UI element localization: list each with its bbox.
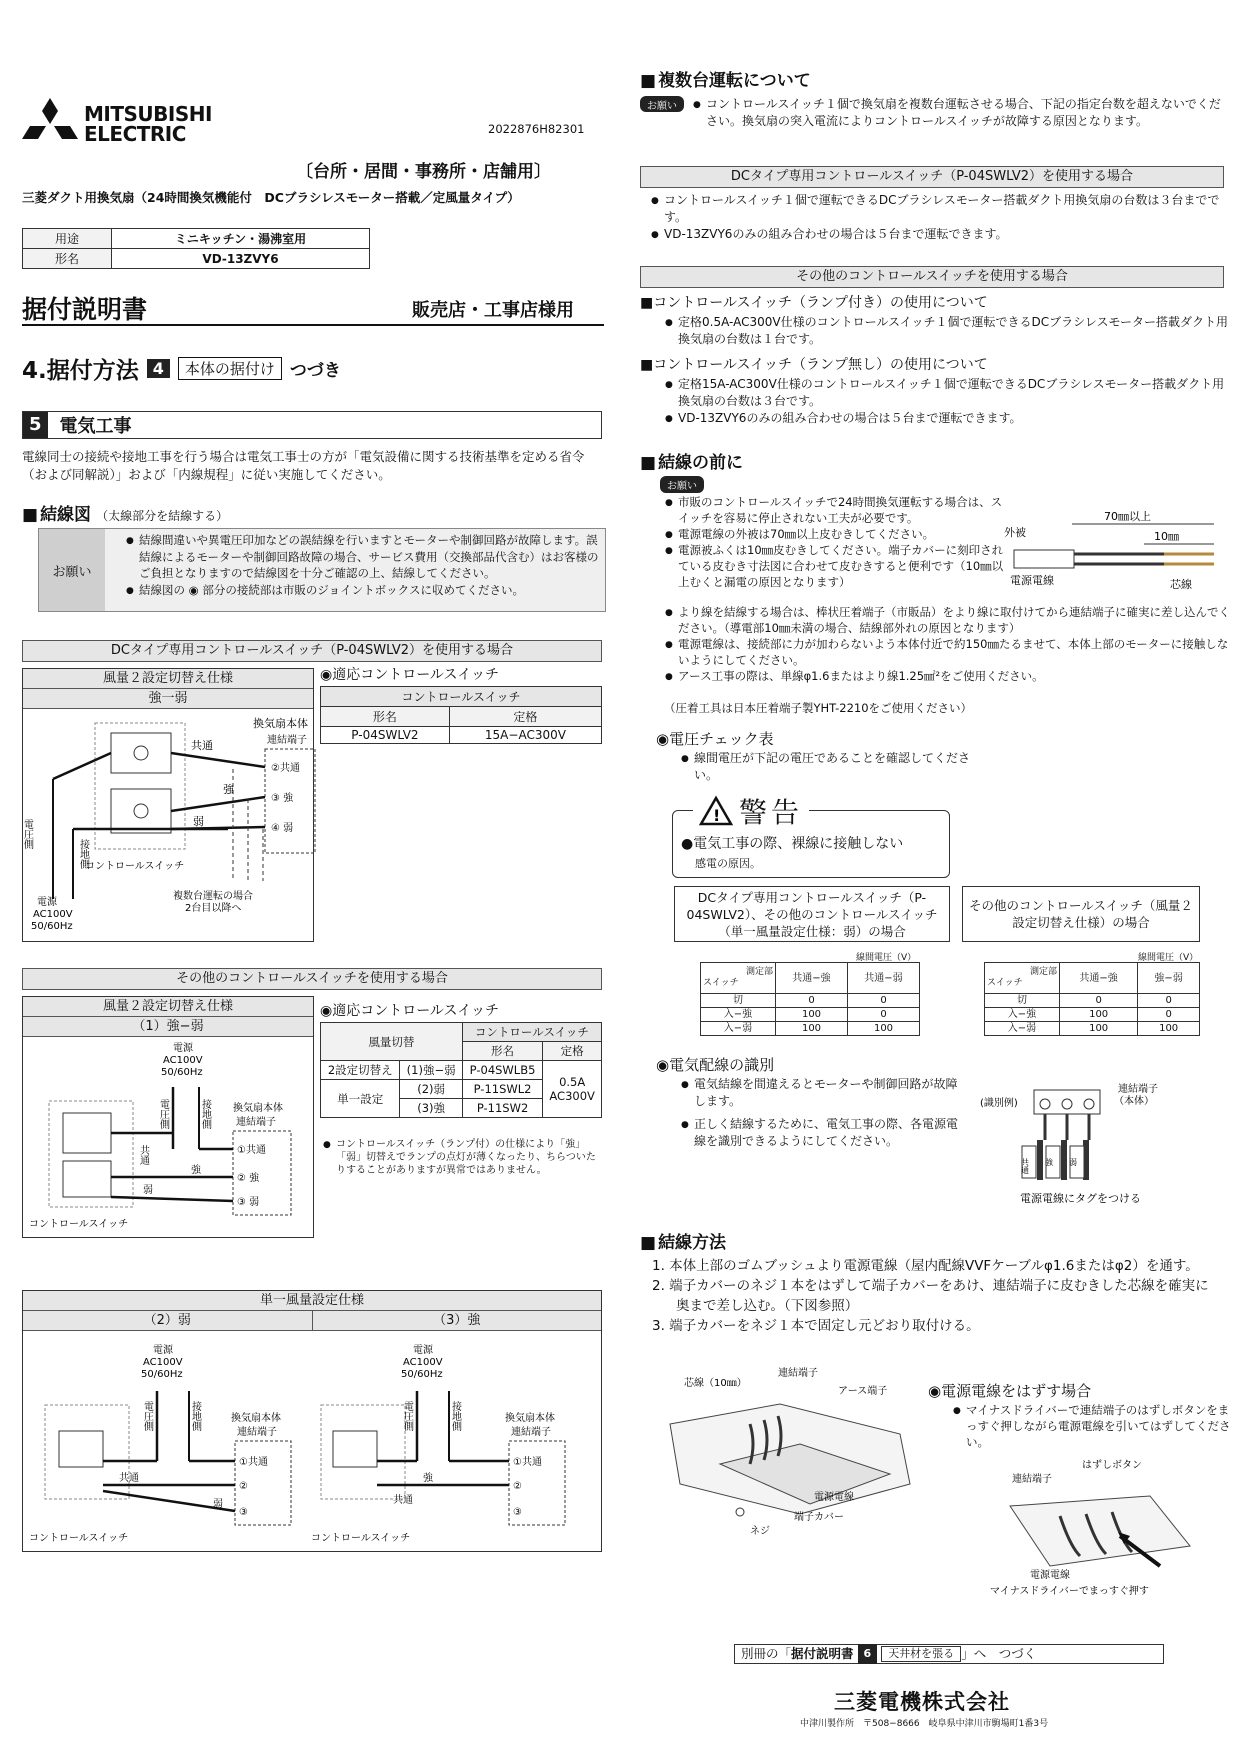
vt2-cell: 0: [1060, 994, 1138, 1008]
vt1-head-switch: スイッチ: [703, 978, 739, 988]
section5-num: 5: [23, 412, 48, 438]
vt1-cell: 100: [848, 1022, 920, 1036]
dc-switch-table: [320, 686, 602, 744]
single-w-fan-body: 換気扇本体: [231, 1413, 281, 1424]
spec-label-usage: 用途: [23, 229, 112, 249]
vt2-cell: 100: [1060, 1008, 1138, 1022]
single-s-power: 電源: [413, 1345, 433, 1356]
notice-item: ● 結線間違いや異電圧印加などの誤結線を行いますとモーターや制御回路が故障します。誤結線によるモーターや制御回路故障の場合、サービス費用（交換部品代含む）はお客様のご負担となりますので結線図を十分ご確認の上、結線してください。: [139, 532, 599, 582]
before-wiring-item: ● 市販のコントロールスイッチで24時間換気運転する場合は、スイッチを容易に停止されない工夫が必要です。: [678, 494, 1008, 526]
release-button-label: はずしボタン: [1082, 1460, 1142, 1471]
section4-step-num: 4: [147, 359, 170, 378]
dc-label-weak: 弱: [193, 815, 204, 828]
identify-body-label: （本体）: [1114, 1096, 1154, 1107]
warning-line2: 感電の原因。: [695, 857, 761, 870]
dc-spec-sub: 強一弱: [23, 689, 313, 709]
method-title: ■ 結線方法: [640, 1228, 726, 1253]
before-wiring-list-wide: [664, 604, 1236, 684]
single-bar: 単一風量設定仕様: [23, 1291, 601, 1311]
lamp-off-item: ● VD-13ZVY6のみの組み合わせの場合は５台まで運転できます。: [678, 410, 1234, 427]
single-frame: [22, 1290, 602, 1552]
remove-title: ◉電源電線をはずす場合: [928, 1382, 1092, 1400]
crimp-note: （圧着工具は日本圧着端子製YHT-2210をご使用ください）: [664, 701, 973, 715]
single-w-power: 電源: [153, 1345, 173, 1356]
brand-name: [84, 104, 212, 144]
continued-step: 天井材を張る: [881, 1646, 961, 1662]
other-rating-2: AC300V: [549, 1089, 595, 1103]
dc-label-t2: ②共通: [271, 763, 300, 774]
single-s-t2: ②: [513, 1481, 522, 1492]
multi-other-bar: その他のコントロールスイッチを使用する場合: [640, 266, 1224, 288]
other-label-strong: 強: [191, 1165, 201, 1176]
before-wiring-title: ■ 結線の前に: [640, 448, 743, 473]
vt2-cell: 0: [1138, 1008, 1200, 1022]
strip-70-label: 70㎜以上: [1104, 510, 1151, 523]
identify-example-label: (識別例): [980, 1098, 1018, 1109]
voltage-check-list: [680, 750, 974, 784]
section5-title: 電気工事: [59, 416, 132, 437]
other-row-rating: [543, 1061, 602, 1118]
multi-dc-list: [650, 192, 1234, 243]
vt2-row-label: 切: [985, 994, 1060, 1008]
multi-unit-badge: お願い: [640, 96, 684, 112]
dc-col-rating: 定格: [449, 707, 601, 727]
single-sub-strong: （3）強: [433, 1313, 481, 1328]
dc-label-common: 共通: [191, 739, 213, 752]
vt2-head-point: 測定部: [1029, 967, 1057, 977]
identify-tag-weak: 弱: [1068, 1158, 1078, 1166]
product-line: 三菱ダクト用換気扇（24時間換気機能付 DCブラシレスモーター搭載／定風量タイプ）: [22, 190, 520, 205]
other-section-bar: その他のコントロールスイッチを使用する場合: [22, 968, 602, 990]
other-row-mode: 2設定切替え: [321, 1061, 400, 1080]
single-s-ac: AC100V: [403, 1357, 443, 1368]
release-terminal-label: 連結端子: [1012, 1474, 1052, 1485]
other-footnote-text: ● コントロールスイッチ（ランプ付）の仕様により「強」「弱」切替えでランプの点灯が薄くなったり、ちらついたりすることがありますが異常ではありません。: [336, 1138, 604, 1177]
single-s-hz: 50/60Hz: [401, 1369, 443, 1380]
mitsubishi-logo-icon: [22, 98, 78, 148]
voltage-table-2: [984, 962, 1200, 1036]
other-row-model: P-11SWL2: [462, 1080, 542, 1099]
warning-line1: ●電気工事の際、裸線に接触しない: [681, 836, 904, 852]
identify-title: ◉電気配線の識別: [656, 1056, 775, 1074]
dc-label-t3: ③ 強: [271, 793, 294, 804]
notice-item: ● 結線図の ◉ 部分の接続部は市販のジョイントボックスに収めてください。: [139, 582, 599, 599]
vt1-row-label: 入−強: [701, 1008, 776, 1022]
single-w-ctrl: コントロールスイッチ: [29, 1533, 129, 1544]
identify-tag-strong: 強: [1044, 1158, 1054, 1166]
wiring-sub: （太線部分を結線する）: [96, 509, 229, 523]
before-wiring-item: ● 電源被ふくは10㎜皮むきしてください。端子カバーに刻印されている皮むき寸法図に合わせて皮むきすると便利です（10㎜以上むくと漏電の原因となります）: [678, 542, 1008, 590]
method-step: 1. 本体上部のゴムブッシュより電源電線（屋内配線VVFケーブルφ1.6またはφ2）を通す。: [652, 1258, 1199, 1274]
section4-heading: [22, 352, 341, 385]
release-driver-label: マイナスドライバーでまっすぐ押す: [990, 1586, 1149, 1597]
other-label-power-side: 電圧側: [157, 1099, 169, 1129]
svg-text:!: !: [713, 806, 721, 825]
other-row-mode: 単一設定: [321, 1080, 400, 1118]
vt1-cell: 100: [776, 1022, 848, 1036]
before-wiring-item: ● 電源電線は、接続部に力が加わらないよう本体付近で約150㎜たるませて、本体上部のモーターに接触しないようにしてください。: [678, 636, 1236, 668]
continued-box: [734, 1644, 1164, 1664]
dc-label-ac: AC100V: [33, 909, 73, 920]
method-screw-label: ネジ: [750, 1526, 770, 1537]
dc-col-model: 形名: [321, 707, 450, 727]
single-s-terminal: 連結端子: [511, 1427, 551, 1438]
before-wiring-badge: お願い: [660, 476, 704, 493]
other-spec-sub: （1）強−弱: [23, 1017, 313, 1037]
brand-line2: ELECTRIC: [84, 122, 186, 146]
single-w-t1: ①共通: [239, 1457, 268, 1468]
continued-num: 6: [858, 1644, 878, 1664]
voltage-table-1: [700, 962, 920, 1036]
lamp-off-title-text: コントロールスイッチ（ランプ無し）の使用について: [653, 357, 988, 373]
release-cable-label: 電源電線: [1030, 1570, 1070, 1581]
multi-dc-bar: DCタイプ専用コントロールスイッチ（P-04SWLV2）を使用する場合: [640, 166, 1224, 188]
identify-tag-common: 共通: [1020, 1158, 1030, 1174]
strip-core-label: 芯線: [1170, 578, 1192, 591]
strip-outer-label: 外被: [1004, 526, 1026, 539]
dc-label-power-side: 電圧側: [21, 819, 33, 849]
vt2-cell: 100: [1138, 1022, 1200, 1036]
other-rating-1: 0.5A: [559, 1075, 586, 1089]
single-w-ground-side: 接地側: [189, 1401, 201, 1431]
audience: 販売店・工事店様用: [412, 300, 574, 321]
other-row-model: P-11SW2: [462, 1099, 542, 1118]
voltage-check-title: ◉電圧チェック表: [656, 730, 774, 748]
other-label-fan-body: 換気扇本体: [233, 1103, 283, 1114]
other-spec-title: 風量２設定切替え仕様: [23, 997, 313, 1017]
single-weak-diagram: [29, 1344, 291, 1544]
single-s-ctrl: コントロールスイッチ: [311, 1533, 411, 1544]
single-s-t3: ③: [513, 1507, 522, 1518]
single-w-ac: AC100V: [143, 1357, 183, 1368]
method-steps: [652, 1256, 1222, 1336]
other-th-model: 形名: [462, 1042, 542, 1061]
single-s-t1: ①共通: [513, 1457, 542, 1468]
dc-label-strong: 強: [223, 783, 234, 796]
other-label-common: 共通: [137, 1145, 149, 1165]
vt2-cell: 0: [1138, 994, 1200, 1008]
other-row-sub: (2)弱: [400, 1080, 462, 1099]
company-name: 三菱電機株式会社: [834, 1690, 1010, 1714]
vt1-row-label: 入−弱: [701, 1022, 776, 1036]
method-cable-label: 電源電線: [814, 1492, 854, 1503]
vt1-cell: 0: [848, 1008, 920, 1022]
brand-line1: MITSUBISHI: [84, 102, 212, 126]
other-th-switch: コントロールスイッチ: [462, 1023, 601, 1042]
single-strong-diagram: [311, 1344, 565, 1544]
single-s-common: 共通: [393, 1495, 413, 1506]
single-s-power-side: 電圧側: [401, 1401, 413, 1431]
vt2-col: 強−弱: [1138, 963, 1200, 994]
vt2-row-label: 入−強: [985, 1008, 1060, 1022]
spec-value-usage: ミニキッチン・湯沸室用: [112, 229, 370, 249]
other-footnote: [322, 1138, 604, 1177]
spec-table: [22, 228, 370, 269]
before-wiring-item: ● より線を結線する場合は、棒状圧着端子（市販品）をより線に取付けてから連結端子に確実に差し込んでください。（導電部10㎜未満の場合、結線部外れの原因となります）: [678, 604, 1236, 636]
method-terminal-label: 連結端子: [778, 1368, 818, 1379]
identify-item: ● 電気結線を間違えるとモーターや制御回路が故障します。: [694, 1076, 964, 1110]
vt1-cell: 100: [776, 1008, 848, 1022]
vt1-col: 共通−弱: [848, 963, 920, 994]
vt2-col: 共通−強: [1060, 963, 1138, 994]
other-label-ground-side: 接地側: [199, 1099, 211, 1129]
vt1-head-point: 測定部: [745, 967, 773, 977]
dc-model: P-04SWLV2: [321, 727, 450, 744]
multi-unit-notice: [640, 96, 1225, 130]
dc-spec-title: 風量２設定切替え仕様: [23, 669, 313, 689]
dc-switch-table-head: コントロールスイッチ: [321, 687, 602, 707]
single-s-strong: 強: [423, 1473, 433, 1484]
multi-dc-item: ● コントロールスイッチ１個で運転できるDCブラシレスモーター搭載ダクト用換気扇の台数は３台までです。: [664, 192, 1234, 226]
identify-tag-label: 電源電線にタグをつける: [1020, 1192, 1141, 1205]
continued-book: 据付説明書: [791, 1646, 854, 1661]
single-w-weak: 弱: [213, 1499, 223, 1510]
doc-code: 2022876H82301: [488, 122, 585, 136]
section4-step-label: 本体の据付け: [178, 357, 282, 380]
terminal-cover-diagram: [660, 1364, 920, 1544]
single-sub-weak: （2）弱: [23, 1311, 313, 1330]
dc-label-ground-side: 接地側: [77, 839, 89, 869]
other-switch-table: [320, 1022, 602, 1118]
notice-box: [38, 528, 606, 612]
other-label-power: 電源: [173, 1043, 193, 1054]
dc-label-multi2: 2台目以降へ: [185, 903, 242, 914]
lamp-on-item: ● 定格0.5A-AC300V仕様のコントロールスイッチ１個で運転できるDCブラシレスモーター搭載ダクト用換気扇の台数は１台です。: [678, 314, 1234, 348]
identify-list: [680, 1076, 964, 1150]
dc-label-fan-body: 換気扇本体: [253, 717, 308, 730]
usage-tag: 〔台所・居間・事務所・店舗用〕: [296, 162, 551, 182]
other-th-airflow: 風量切替: [321, 1023, 463, 1061]
continued-suffix: 」へ つづく: [961, 1646, 1037, 1661]
notice-list: [125, 532, 599, 598]
identify-diagram: [980, 1080, 1210, 1208]
dc-label-terminal: 連結端子: [267, 735, 307, 746]
voltage-check-text: ● 線間電圧が下記の電圧であることを確認してください。: [694, 750, 974, 784]
other-label-t1: ①共通: [237, 1145, 266, 1156]
lamp-off-title: ■コントロールスイッチ（ランプ無し）の使用について: [640, 357, 988, 373]
method-cover-label: 端子カバー: [794, 1512, 844, 1523]
lamp-on-list: [664, 314, 1234, 348]
vt1-col: 共通−強: [776, 963, 848, 994]
other-wiring-diagram: [23, 1037, 311, 1235]
dc-switch-heading: ◉適応コントロールスイッチ: [320, 667, 499, 683]
dc-label-ctrl: コントロールスイッチ: [85, 861, 185, 872]
single-w-power-side: 電圧側: [141, 1401, 153, 1431]
multi-dc-item: ● VD-13ZVY6のみの組み合わせの場合は５台まで運転できます。: [664, 226, 1234, 243]
voltage-case-box1: DCタイプ専用コントロールスイッチ（P-04SWLV2）、その他のコントロールスイッチ（単一風量設定仕様：弱）の場合: [674, 886, 950, 942]
warning-title: 警告: [739, 796, 804, 829]
vt2-row-label: 入−弱: [985, 1022, 1060, 1036]
single-w-common: 共通: [119, 1473, 139, 1484]
identify-item: ● 正しく結線するために、電気工事の際、各電源電線を識別できるようにしてください。: [694, 1116, 964, 1150]
vt2-cell: 100: [1060, 1022, 1138, 1036]
method-step: 2. 端子カバーのネジ１本をはずして端子カバーをあけ、連結端子に皮むきした芯線を確実に奥まで差し込む。（下図参照）: [652, 1278, 1209, 1314]
warning-box: [672, 796, 950, 878]
single-s-ground-side: 接地側: [449, 1401, 461, 1431]
spec-value-model: VD-13ZVY6: [112, 249, 370, 269]
company-address: 中津川製作所 〒508−8666 岐阜県中津川市駒場町1番3号: [800, 1719, 1049, 1729]
single-w-terminal: 連結端子: [237, 1427, 277, 1438]
before-wiring-item: ● 電源電線の外被は70㎜以上皮むきしてください。: [678, 526, 1008, 542]
vt2-head-switch: スイッチ: [987, 978, 1023, 988]
section4-title: 4.据付方法: [22, 358, 139, 384]
lamp-on-title-text: コントロールスイッチ（ランプ付き）の使用について: [653, 295, 988, 311]
other-label-t2: ② 強: [237, 1173, 260, 1184]
other-diagram-frame: [22, 996, 314, 1238]
remove-list: [952, 1402, 1234, 1450]
before-wiring-item: ● アース工事の際は、単線φ1.6またはより線1.25㎟²をご使用ください。: [678, 668, 1236, 684]
before-wiring-list-narrow: [664, 494, 1008, 590]
dc-label-power: 電源: [37, 897, 57, 908]
other-label-terminal: 連結端子: [236, 1117, 276, 1128]
vt1-cell: 0: [848, 994, 920, 1008]
other-row-sub: (3)強: [400, 1099, 462, 1118]
other-switch-heading: ◉適応コントロールスイッチ: [320, 1003, 499, 1019]
single-s-fan-body: 換気扇本体: [505, 1413, 555, 1424]
doc-title: 据付説明書: [22, 295, 148, 324]
wiring-title: ■ 結線図: [22, 505, 91, 525]
warning-triangle-icon: [699, 796, 733, 826]
method-earth-label: アース端子: [838, 1386, 888, 1397]
dc-wiring-diagram: [23, 709, 311, 939]
dc-label-multi1: 複数台運転の場合: [173, 891, 253, 902]
spec-label-model: 形名: [23, 249, 112, 269]
multi-unit-text: ● コントロールスイッチ１個で換気扇を複数台運転させる場合、下記の指定台数を超えないでください。換気扇の突入電流によりコントロールスイッチが故障する原因となります。: [706, 96, 1225, 130]
multi-unit-title: ■ 複数台運転について: [640, 66, 811, 91]
strip-cable-label: 電源電線: [1010, 574, 1054, 587]
title-rule: [22, 324, 604, 326]
single-w-t2: ②: [239, 1481, 248, 1492]
other-label-weak: 弱: [143, 1185, 153, 1196]
voltage-unit-1: 線間電圧（V）: [856, 953, 917, 963]
vt1-row-label: 切: [701, 994, 776, 1008]
section4-cont: つづき: [289, 361, 341, 381]
dc-label-t4: ④ 弱: [271, 823, 294, 834]
single-wiring-diagram: [23, 1331, 599, 1549]
method-core-label: 芯線（10㎜）: [684, 1378, 747, 1389]
notice-label: お願い: [39, 529, 105, 611]
dc-diagram-frame: [22, 668, 314, 942]
section5-intro: 電線同士の接続や接地工事を行う場合は電気工事士の方が「電気設備に関する技術基準を定める省令（および同解説）」および「内線規程」に従い実施してください。: [22, 449, 585, 482]
other-row-sub: (1)強−弱: [400, 1061, 462, 1080]
identify-terminal-label: 連結端子: [1118, 1084, 1158, 1095]
dc-section-bar: DCタイプ専用コントロールスイッチ（P-04SWLV2）を使用する場合: [22, 640, 602, 662]
section5-heading: [22, 411, 602, 439]
other-label-ac: AC100V: [163, 1055, 203, 1066]
lamp-on-title: ■コントロールスイッチ（ランプ付き）の使用について: [640, 295, 988, 311]
strip-10-label: 10㎜: [1154, 530, 1179, 543]
other-label-t3: ③ 弱: [237, 1197, 260, 1208]
other-row-model: P-04SWLB5: [462, 1061, 542, 1080]
voltage-unit-2: 線間電圧（V）: [1138, 953, 1199, 963]
other-th-rating: 定格: [543, 1042, 602, 1061]
dc-rating: 15A−AC300V: [449, 727, 601, 744]
voltage-case-box2: その他のコントロールスイッチ（風量２設定切替え仕様）の場合: [962, 886, 1200, 942]
other-label-ctrl: コントロールスイッチ: [29, 1219, 129, 1230]
wiring-heading: [22, 500, 228, 525]
vt1-cell: 0: [776, 994, 848, 1008]
continued-prefix: 別冊の「: [741, 1646, 792, 1661]
lamp-off-list: [664, 376, 1234, 427]
other-label-hz: 50/60Hz: [161, 1067, 203, 1078]
method-step: 3. 端子カバーをネジ１本で固定し元どおり取付ける。: [652, 1318, 980, 1334]
dc-label-hz: 50/60Hz: [31, 921, 73, 932]
strip-length-diagram: [1004, 506, 1222, 596]
single-w-t3: ③: [239, 1507, 248, 1518]
remove-text: ● マイナスドライバーで連結端子のはずしボタンをまっすぐ押しながら電源電線を引いてはずしてください。: [966, 1402, 1234, 1450]
single-w-hz: 50/60Hz: [141, 1369, 183, 1380]
release-diagram: [990, 1456, 1222, 1598]
lamp-off-item: ● 定格15A-AC300V仕様のコントロールスイッチ１個で運転できるDCブラシレスモーター搭載ダクト用換気扇の台数は３台です。: [678, 376, 1234, 410]
